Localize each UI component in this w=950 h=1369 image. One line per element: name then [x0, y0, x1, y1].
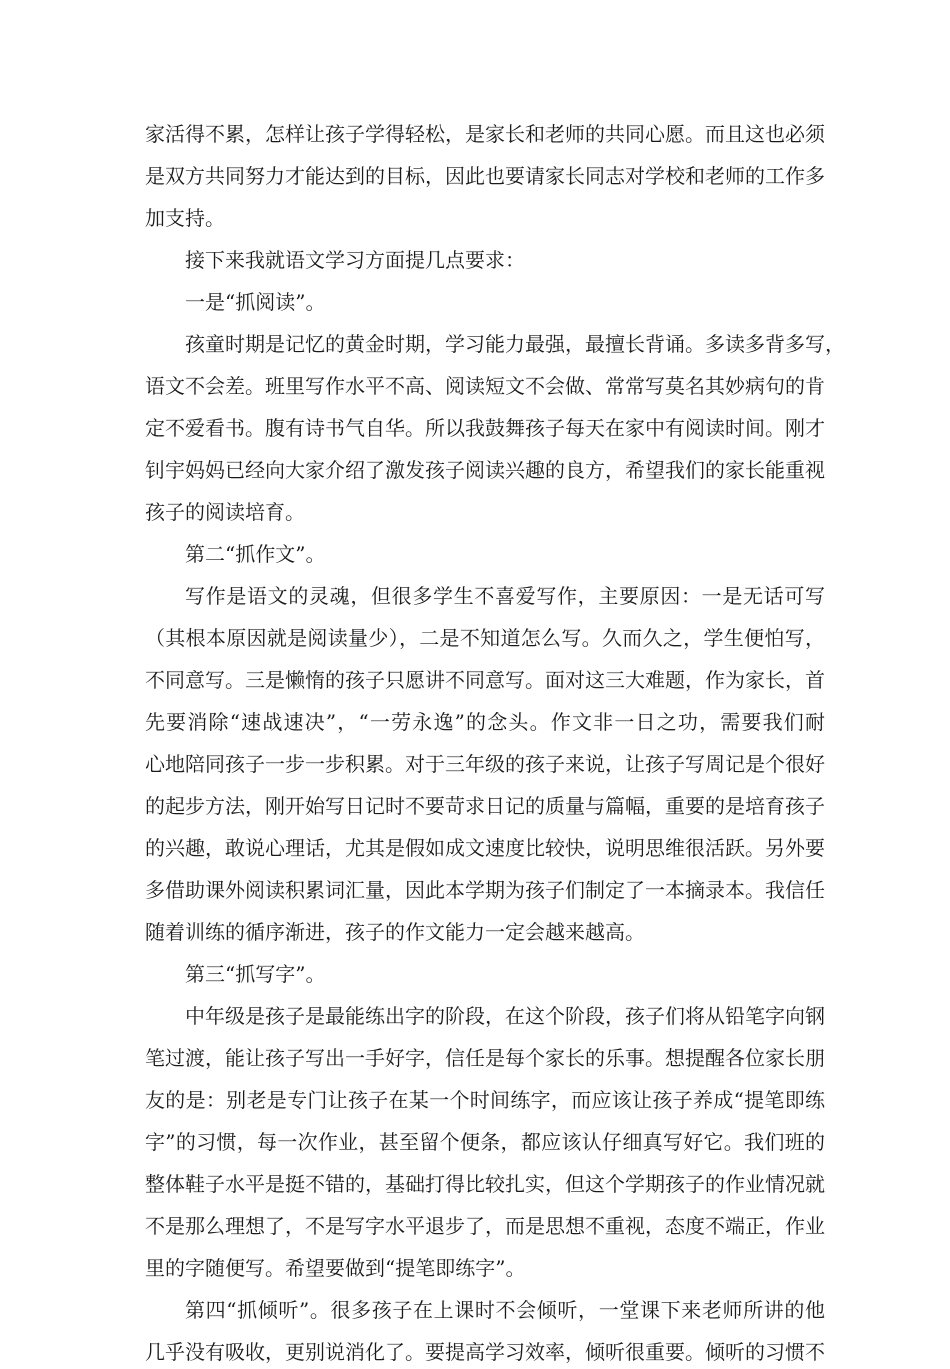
text-line: 多借助课外阅读积累词汇量，因此本学期为孩子们制定了一本摘录本。我信任 [145, 878, 825, 902]
text-line: 加支持。 [145, 206, 225, 230]
text-line: 接下来我就语文学习方面提几点要求： [185, 248, 525, 272]
text-line: 孩童时期是记忆的黄金时期，学习能力最强，最擅长背诵。多读多背多写， [185, 332, 845, 356]
text-line: 的兴趣，敢说心理话，尤其是假如成文速度比较快，说明思维很活跃。另外要 [145, 836, 825, 860]
text-line: 定不爱看书。腹有诗书气自华。所以我鼓舞孩子每天在家中有阅读时间。刚才 [145, 416, 825, 440]
text-line: 中年级是孩子是最能练出字的阶段，在这个阶段，孩子们将从铅笔字向钢 [185, 1004, 825, 1028]
text-line: 第四“抓倾听”。很多孩子在上课时不会倾听，一堂课下来老师所讲的他 [185, 1298, 825, 1322]
text-line: 是双方共同努力才能达到的目标，因此也要请家长同志对学校和老师的工作多 [145, 164, 825, 188]
text-line: 友的是：别老是专门让孩子在某一个时间练字，而应该让孩子养成“提笔即练 [145, 1088, 825, 1112]
text-line: 随着训练的循序渐进，孩子的作文能力一定会越来越高。 [145, 920, 645, 944]
text-line: 孩子的阅读培育。 [145, 500, 305, 524]
section-heading: 第三“抓写字”。 [185, 962, 326, 986]
text-line: 家活得不累，怎样让孩子学得轻松，是家长和老师的共同心愿。而且这也必须 [145, 122, 825, 146]
text-line: 笔过渡，能让孩子写出一手好字，信任是每个家长的乐事。想提醒各位家长朋 [145, 1046, 825, 1070]
text-line: 钊宇妈妈已经向大家介绍了激发孩子阅读兴趣的良方，希望我们的家长能重视 [145, 458, 825, 482]
text-line: 字”的习惯，每一次作业，甚至留个便条，都应该认仔细真写好它。我们班的 [145, 1130, 825, 1154]
section-heading: 第二“抓作文”。 [185, 542, 326, 566]
text-line: 里的字随便写。希望要做到“提笔即练字”。 [145, 1256, 526, 1280]
text-line: 语文不会差。班里写作水平不高、阅读短文不会做、常常写莫名其妙病句的肯 [145, 374, 825, 398]
text-line: 写作是语文的灵魂，但很多学生不喜爱写作，主要原因：一是无话可写 [185, 584, 825, 608]
text-line: 的起步方法，刚开始写日记时不要苛求日记的质量与篇幅，重要的是培育孩子 [145, 794, 825, 818]
text-line: 不是那么理想了，不是写字水平退步了，而是思想不重视，态度不端正，作业 [145, 1214, 825, 1238]
text-line: （其根本原因就是阅读量少），二是不知道怎么写。久而久之，学生便怕写， [145, 626, 825, 650]
text-line: 心地陪同孩子一步一步积累。对于三年级的孩子来说，让孩子写周记是个很好 [145, 752, 825, 776]
text-line: 先要消除“速战速决”，“一劳永逸”的念头。作文非一日之功，需要我们耐 [145, 710, 825, 734]
text-line: 几乎没有吸收，更别说消化了。要提高学习效率，倾听很重要。倾听的习惯不 [145, 1340, 825, 1364]
text-line: 整体鞋子水平是挺不错的，基础打得比较扎实，但这个学期孩子的作业情况就 [145, 1172, 825, 1196]
text-line: 不同意写。三是懒惰的孩子只愿讲不同意写。面对这三大难题，作为家长，首 [145, 668, 825, 692]
section-heading: 一是“抓阅读”。 [185, 290, 326, 314]
